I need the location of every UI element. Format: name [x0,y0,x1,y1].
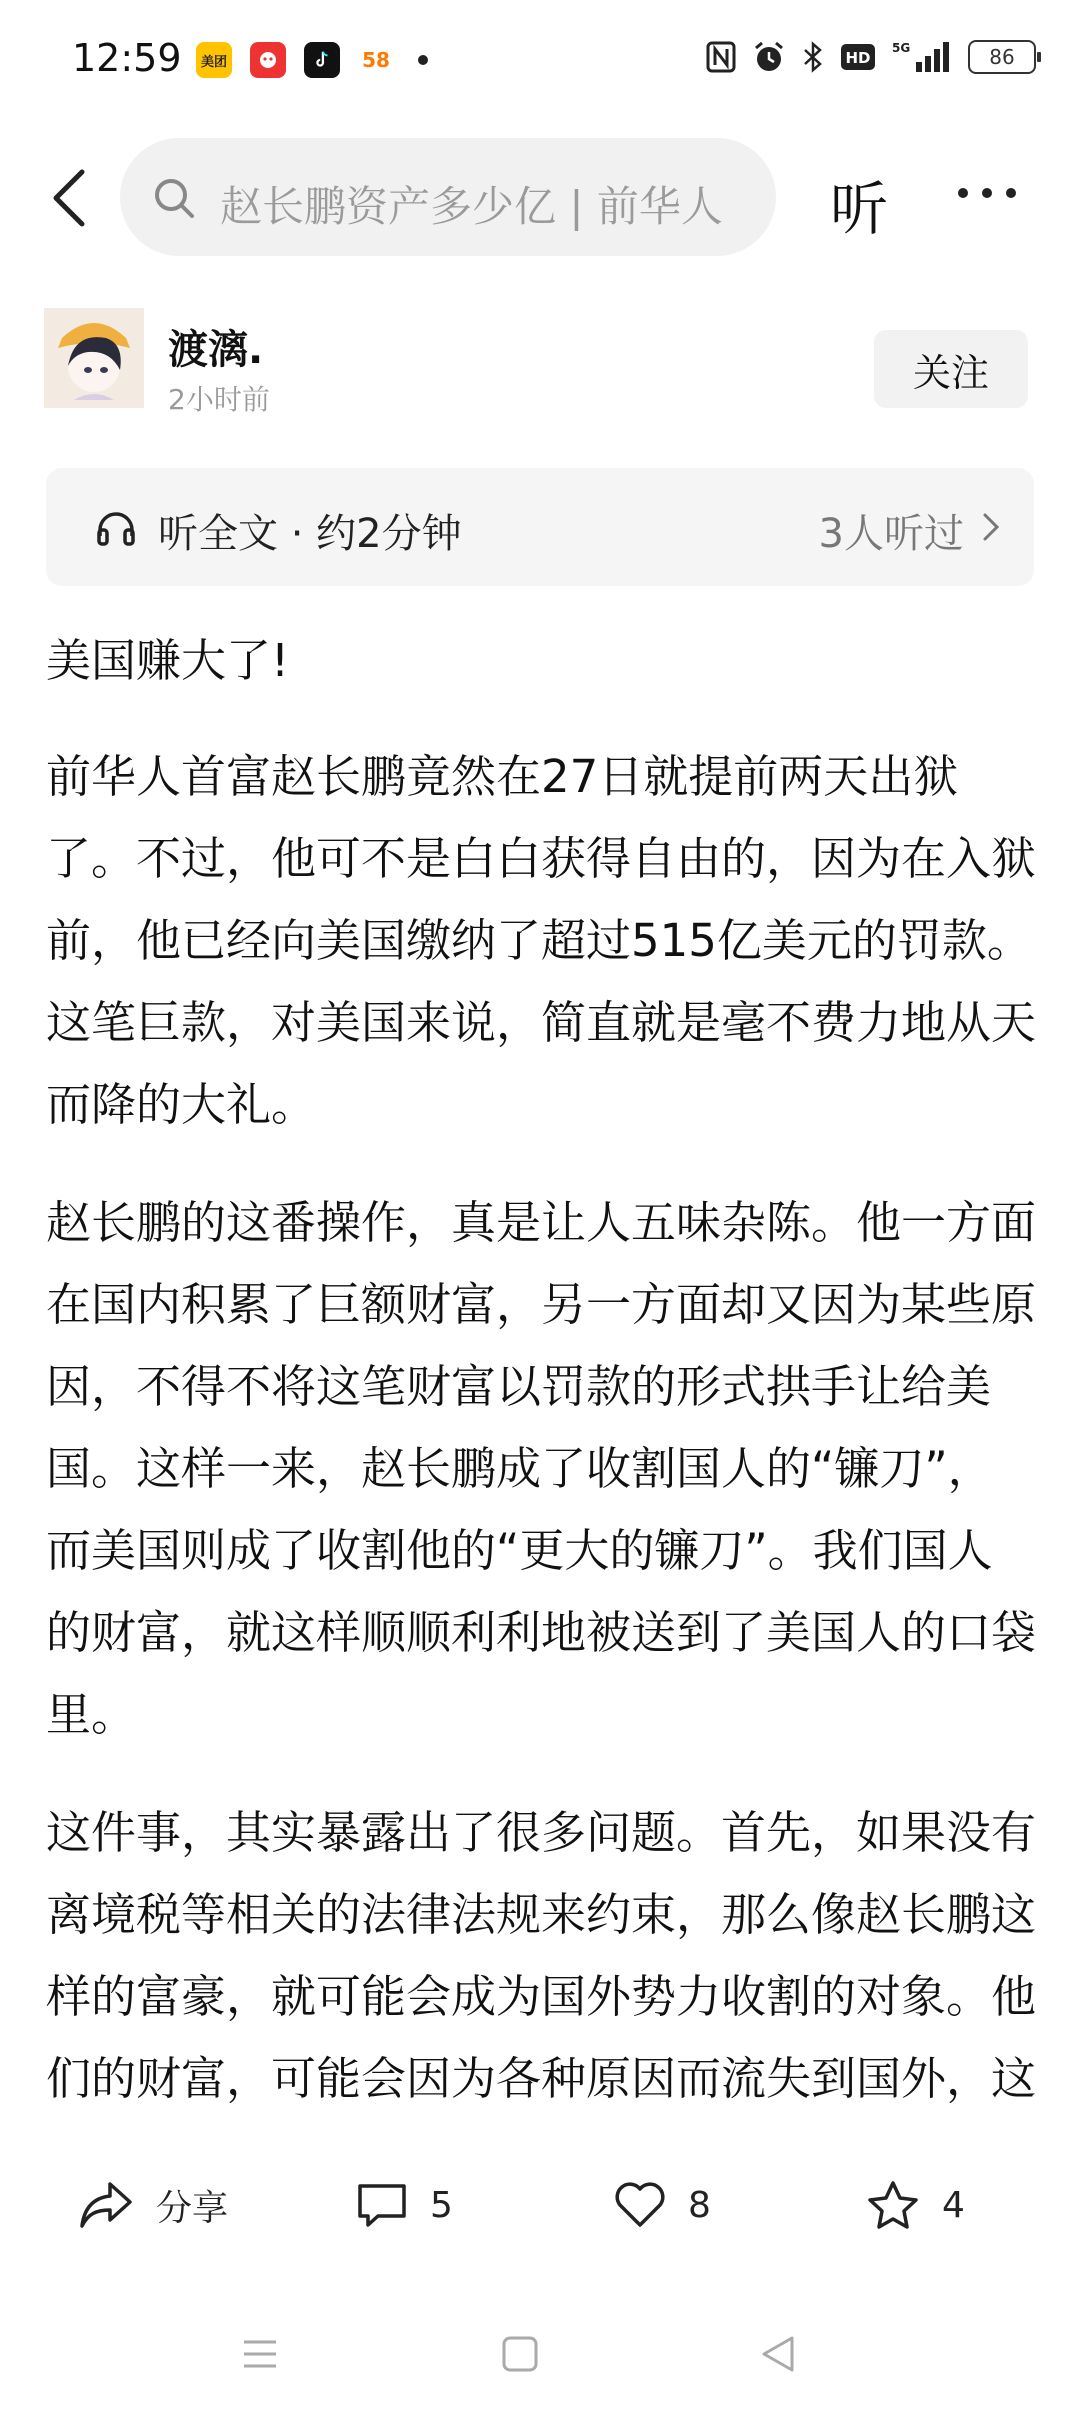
tiktok-icon [304,42,340,78]
svg-text:5G: 5G [892,41,911,55]
status-bar [0,0,1080,120]
listen-full-text-card[interactable] [46,468,1034,586]
comment-count: 5 [430,2184,453,2226]
share-label: 分享 [156,2187,229,2229]
like-count: 8 [688,2184,711,2226]
svg-text:HD: HD [845,49,871,67]
chevron-right-icon [982,512,1000,546]
article-paragraph: 这件事，其实暴露出了很多问题。首先，如果没有离境税等相关的法律法规来约束，那么像赵长鹏这样的富豪，就可能会成为国外势力收割的对象。他们的财富，可能会因为各种原因而流失到国外，这 [46,1806,1037,2105]
more-dot-icon [1006,188,1016,198]
avatar[interactable] [44,308,144,408]
like-button[interactable] [614,2170,711,2240]
back-triangle-icon [758,2334,798,2374]
post-time: 2小时前 [168,383,270,416]
menu-icon [240,2334,280,2374]
menu-nav-button[interactable] [240,2334,280,2378]
comment-icon [356,2180,408,2230]
system-nav-bar [0,2300,1080,2412]
listen-full-text-label: 听全文 · 约2分钟 [158,511,462,557]
search-query: 赵长鹏资产多少亿 | 前华人 [220,182,723,231]
more-options-button[interactable] [958,188,1016,198]
favorite-button[interactable] [866,2170,965,2240]
listen-button[interactable]: 听 [830,175,889,243]
alarm-icon [752,40,786,74]
hd-icon [840,40,876,74]
search-input[interactable] [120,138,776,256]
status-time: 12:59 [72,36,182,80]
bluetooth-icon [802,40,824,74]
article-body [46,620,1036,2130]
back-nav-button[interactable] [758,2334,798,2378]
more-dot-icon [982,188,992,198]
author-row [0,300,1080,420]
home-square-icon [500,2334,540,2374]
meituan-icon: 美团 [196,42,232,78]
58-icon: 58 [358,42,394,78]
action-bar [0,2130,1080,2280]
favorite-count: 4 [942,2184,965,2226]
app-red-icon [250,42,286,78]
top-bar [0,138,1080,258]
share-icon [78,2180,134,2230]
listen-count: 3人听过 [818,511,964,557]
article-paragraph: 前华人首富赵长鹏竟然在27日就提前两天出狱了。不过，他可不是白白获得自由的，因为在入狱前，他已经向美国缴纳了超过515亿美元的罚款。这笔巨款，对美国来说，简直就是毫不费力地从天而降的大礼。 [46,750,1037,1131]
star-icon [866,2179,920,2231]
search-icon [152,176,196,224]
signal-icon [892,40,952,74]
more-dot-icon [958,188,968,198]
heart-icon [614,2181,666,2229]
status-indicators [706,40,1036,74]
status-app-icons [196,42,428,78]
headphones-icon [96,510,136,550]
follow-button[interactable]: 关注 [874,330,1028,408]
article-paragraph: 赵长鹏的这番操作，真是让人五味杂陈。他一方面在国内积累了巨额财富，另一方面却又因为某些原因，不得不将这笔财富以罚款的形式拱手让给美国。这样一来，赵长鹏成了收割国人的“镰刀”，而美国则成了收割他的“更大的镰刀”。我们国人的财富，就这样顺顺利利地被送到了美国人的口袋里。 [46,1196,1037,1741]
comment-button[interactable] [356,2170,453,2240]
back-arrow-icon [42,166,102,230]
notification-dot-icon [418,55,428,65]
nfc-icon [706,40,736,74]
author-name[interactable]: 渡漓. [168,327,264,373]
share-button[interactable] [78,2170,228,2240]
back-button[interactable] [42,166,102,230]
home-nav-button[interactable] [500,2334,540,2378]
battery-icon: 86 [968,40,1036,74]
article-paragraph: 美国赚大了! [46,634,290,687]
